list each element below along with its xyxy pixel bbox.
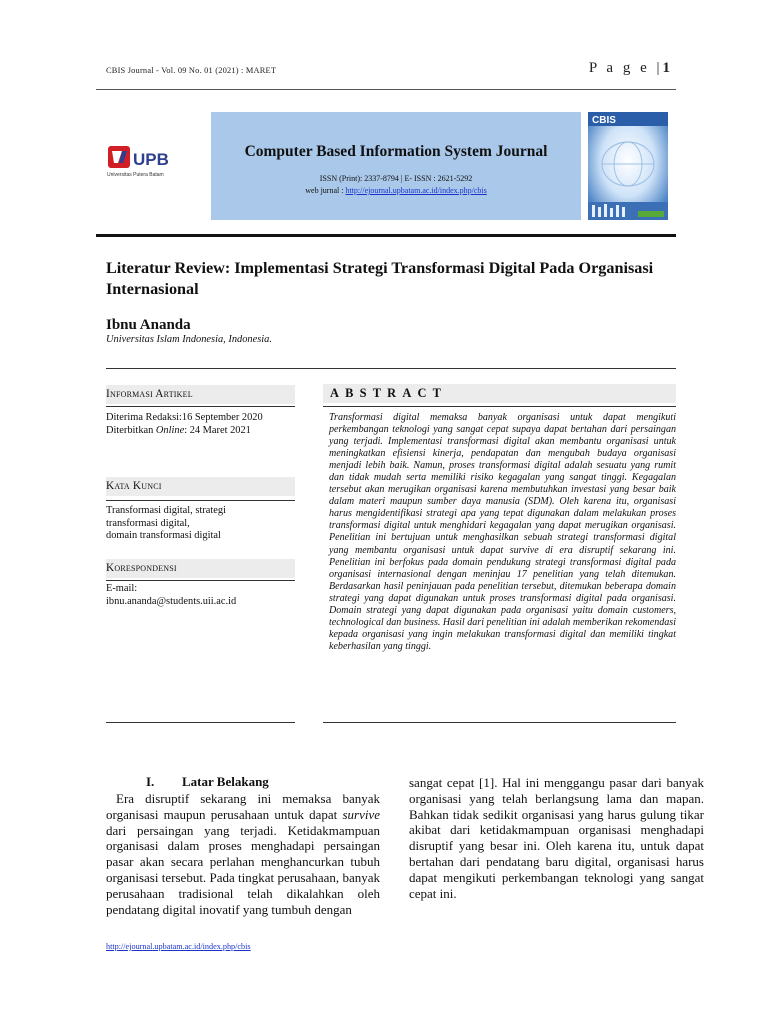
section-number: I.	[146, 774, 155, 789]
email-label: E-mail:	[106, 583, 138, 594]
section-heading	[146, 774, 269, 790]
body-left-text-1: Era disruptif sekarang ini memaksa banyak organisasi maupun perusahaan untuk dapat	[106, 791, 380, 822]
issn-line: ISSN (Print): 2337-8794 | E- ISSN : 2621-5292	[319, 174, 473, 183]
body-left-text-2: dari persaingan yang terjadi. Ketidakmampuan organisasi dalam proses menghadapi persaingan pasar akan secara perlahan menghancurkan tubuh organisasi tersebut. Pada tingkat perusahaan, banyak perusahaan tradisional telah dikalahkan oleh pendatang digital inovatif yang tumbuh dengan	[106, 822, 380, 917]
title-rule	[106, 368, 676, 369]
author-name: Ibnu Ananda	[106, 317, 191, 333]
abstract-bottom-rule	[323, 722, 676, 723]
web-label: web jurnal :	[305, 186, 346, 195]
info-bottom-rule	[106, 722, 295, 723]
banner-rule	[96, 234, 676, 237]
page-number-value: 1	[662, 60, 670, 76]
body-left-italic: survive	[342, 806, 380, 822]
page-number	[589, 60, 670, 77]
received-date: Diterima Redaksi:16 September 2020	[106, 412, 263, 423]
cover-logo-text: CBIS	[592, 115, 616, 126]
author-affiliation: Universitas Islam Indonesia, Indonesia.	[106, 334, 272, 345]
section-title: Latar Belakang	[182, 774, 269, 789]
info-rule	[106, 406, 295, 407]
keywords-heading: Kata Kunci	[106, 477, 295, 496]
abstract-heading: ABSTRACT	[323, 384, 676, 403]
correspondence-rule	[106, 580, 295, 581]
logo-subtitle: Universitas Putera Batam	[107, 172, 164, 178]
journal-web-line	[211, 186, 581, 195]
keyword-line: transformasi digital,	[106, 518, 190, 529]
published-date-value: : 24 Maret 2021	[184, 425, 251, 436]
footer-journal-link[interactable]: http://ejournal.upbatam.ac.id/index.php/cbis	[106, 942, 251, 951]
logo-text: UPB	[133, 150, 169, 169]
journal-title: Computer Based Information System Journal	[244, 143, 548, 160]
university-logo	[102, 142, 186, 180]
keywords-rule	[106, 500, 295, 501]
published-date	[106, 425, 295, 438]
correspondence-heading: Korespondensi	[106, 559, 295, 578]
page-label: P a g e |	[588, 60, 663, 76]
keyword-line: domain transformasi digital	[106, 530, 221, 541]
info-artikel-heading: Informasi Artikel	[106, 385, 295, 404]
paper-title: Literatur Review: Implementasi Strategi Transformasi Digital Pada Organisasi Internasional	[106, 259, 654, 298]
header-rule	[96, 89, 676, 90]
running-header: CBIS Journal - Vol. 09 No. 01 (2021) : MARET	[106, 66, 277, 75]
published-online: Online	[155, 425, 185, 436]
abstract-text: Transformasi digital memaksa banyak organisasi untuk dapat mengikuti perkembangan teknologi yang sangat cepat supaya dapat bertahan dari persaingan yang terjadi. Implementasi transformasi digital akan membantu organisasi untuk meningkatkan efisiensi kinerja, pendapatan dan mengubah budaya organisasi menjadi lebih baik. Namun, proses transformasi digital adalah sesuatu yang rumit dan tidak mudah serta memiliki risiko kegagalan yang sangat tinggi. Kegagalan tersebut akan merugikan organisasi karena membutuhkan investasi yang besar baik dalam materi maupun sumber daya manusia (SDM). Oleh karena itu, organisasi harus mengidentifikasi strategi apa yang tepat digunakan dalam melakukan proses transformasi digital untuk menghidari kegagalan yang dapat merugikan organisasi. Penelitian ini bertujuan untuk menghasilkan sebuah strategi transformasi digital yang membantu organisasi untuk dapat survive di era disruptif sekarang ini. Penelitian ini berfokus pada domain pendukung strategi transformasi digital pada organisasi internasional dengan meninjau 17 penelitian yang telah ditemukan. Berdasarkan hasil peninjauan pada penelitian tersebut, ditemukan beberapa domain strategi yang dapat digunakan untuk proses transformasi digital pada organisasi. Domain strategi yang dapat digunakan pada organisasi yaitu domain customers, technological dan business. Hasil dari penelitian ini adalah memberikan rekomendasi kepada organisasi yang ingin melakukan transformasi digital dan memiliki tingkat keberhasilan yang tinggi.	[329, 412, 676, 652]
published-prefix: Diterbitkan	[106, 425, 156, 436]
journal-banner	[211, 112, 581, 220]
body-column-right: sangat cepat [1]. Hal ini menggangu pasar dari banyak organisasi yang telah berlangsung lama dan mapan. Bahkan tidak sedikit organisasi yang harus gulung tikar akibat dari ketidakmampuan organisasi menghadapi disruptif yang besar ini. Oleh karena itu, untuk dapat bertahan dari pendatang baru digital, organisasi harus dapat mengikuti perkembangan teknologi yang sangat cepat ini.	[409, 775, 704, 901]
journal-web-link[interactable]: http://ejournal.upbatam.ac.id/index.php/cbis	[345, 186, 487, 195]
author-email: ibnu.ananda@students.uii.ac.id	[106, 596, 237, 607]
journal-cover-logo	[588, 112, 668, 220]
abstract-rule	[323, 406, 676, 407]
body-column-left	[106, 791, 380, 917]
keyword-line: Transformasi digital, strategi	[106, 505, 226, 516]
